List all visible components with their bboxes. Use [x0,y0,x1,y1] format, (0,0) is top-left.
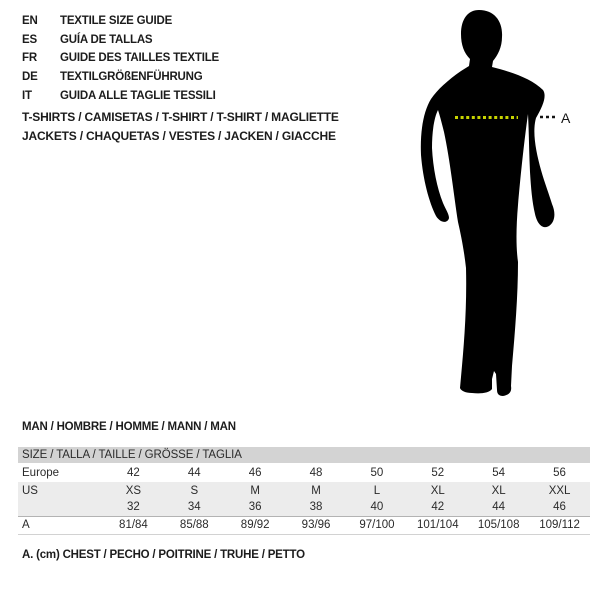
size-value: 52 [431,467,445,479]
size-value: 56 [553,467,566,479]
size-value: 42 [127,467,140,479]
size-value: XL [491,484,506,497]
size-value: 101/104 [417,519,459,531]
category-jackets: JACKETS / CHAQUETAS / VESTES / JACKEN / GIACCHE [22,129,336,143]
size-value: 36 [248,501,262,514]
language-label: TEXTILE SIZE GUIDE [60,15,173,28]
size-value: 105/108 [477,519,520,531]
language-label: TEXTILGRÖßENFÜHRUNG [60,71,203,84]
size-value: 93/96 [301,519,331,531]
section-title-man: MAN / HOMBRE / HOMME / MANN / MAN [22,421,236,433]
size-value: 44 [187,467,201,479]
language-label: GUIDE DES TAILLES TEXTILE [60,52,219,65]
measure-footnote: A. (cm) CHEST / PECHO / POITRINE / TRUHE / PETTO [22,549,305,561]
size-value: 32 [127,501,140,514]
language-label: GUÍA DE TALLAS [60,33,153,46]
row-label-us: US [22,484,38,497]
man-silhouette [421,10,555,396]
size-value: XS [125,484,142,497]
size-value: XXL [548,484,571,497]
language-code: ES [22,33,37,46]
size-value: 81/84 [119,519,148,531]
size-value: 46 [248,467,262,479]
size-value: 54 [492,467,506,479]
table-row-secondary [18,499,590,516]
language-code: IT [22,89,32,102]
row-label-secondary [18,499,103,516]
size-value: 89/92 [240,519,270,531]
size-value: 34 [187,501,201,514]
size-value: 48 [309,467,323,479]
size-value: 50 [370,467,384,479]
table-row-chest [18,516,590,534]
size-value: 85/88 [179,519,209,531]
row-label-chest: A [22,519,30,531]
language-code: EN [22,15,38,28]
size-value: 42 [431,501,445,514]
size-value: 40 [370,501,384,514]
size-value: 97/100 [359,519,395,531]
size-value: M [311,484,321,497]
language-code: FR [22,52,37,65]
row-label-europe: Europe [22,467,60,479]
table-row-europe [18,464,590,482]
size-table [18,464,590,535]
size-value: 44 [492,501,506,514]
size-table-header: SIZE / TALLA / TAILLE / GRÖSSE / TAGLIA [18,447,590,463]
size-value: S [190,484,199,497]
measure-label-a: A [561,110,571,126]
language-label: GUIDA ALLE TAGLIE TESSILI [60,89,216,102]
language-code: DE [22,71,38,84]
category-tshirts: T-SHIRTS / CAMISETAS / T-SHIRT / T-SHIRT / MAGLIETTE [22,110,339,124]
size-value: L [373,484,381,497]
size-value: 109/112 [539,519,580,531]
size-value: 46 [553,501,566,514]
table-row-us [18,482,590,499]
size-value: XL [430,484,445,497]
size-value: 38 [309,501,323,514]
size-value: M [250,484,260,497]
